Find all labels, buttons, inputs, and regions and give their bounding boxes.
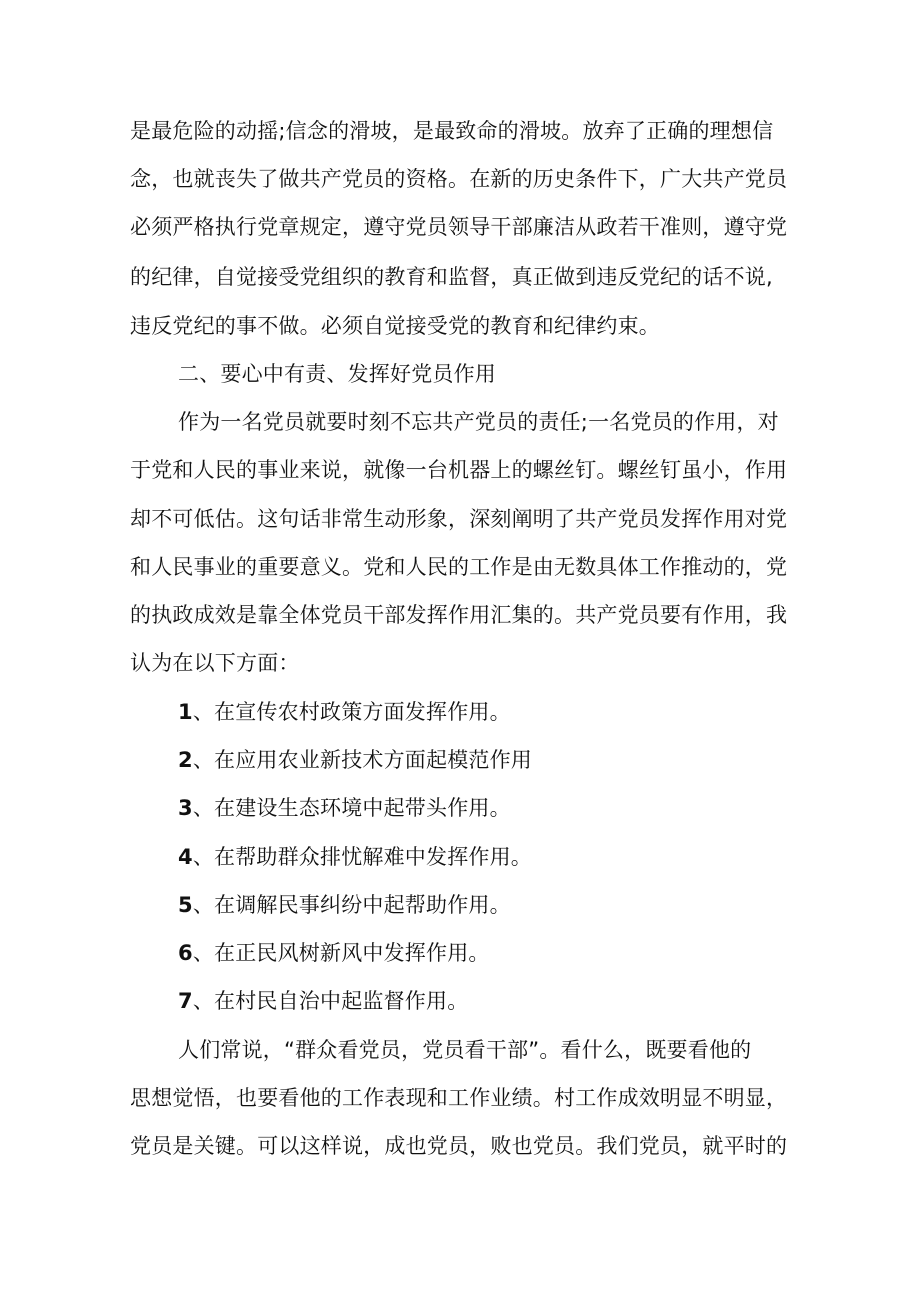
paragraph-line: 违反党纪的事不做。必须自觉接受党的教育和纪律约束。 [130,314,660,338]
paragraph-line: 的执政成效是靠全体党员干部发挥作用汇集的。共产党员要有作用，我 [130,603,788,627]
list-item [178,697,511,727]
paragraph-line: 念，也就丧失了做共产党员的资格。在新的历史条件下，广大共产党员 [130,167,788,191]
list-number: 7 [178,989,193,1013]
paragraph-line: 的纪律，自觉接受党组织的教育和监督，真正做到违反党纪的话不说, [130,265,773,289]
list-item [178,986,468,1016]
section-heading: 二、要心中有责、发挥好党员作用 [178,362,496,386]
list-number: 2 [178,748,193,772]
paragraph-line: 作为一名党员就要时刻不忘共产党员的责任;一名党员的作用，对 [178,410,779,434]
paragraph-line: 于党和人民的事业来说，就像一台机器上的螺丝钉。螺丝钉虽小，作用 [130,458,788,482]
list-item [178,890,511,920]
paragraph-line: 却不可低估。这句话非常生动形象，深刻阐明了共产党员发挥作用对党 [130,507,788,531]
paragraph-line: 思想觉悟，也要看他的工作表现和工作业绩。村工作成效明显不明显， [130,1086,788,1110]
list-text: 、在调解民事纠纷中起帮助作用。 [192,893,511,917]
list-text: 、在宣传农村政策方面发挥作用。 [192,700,511,724]
paragraph-line: 和人民事业的重要意义。党和人民的工作是由无数具体工作推动的，党 [130,555,788,579]
list-text: 、在村民自治中起监督作用。 [192,989,469,1013]
list-text: 、在应用农业新技术方面起模范作用 [192,748,533,772]
paragraph-line: 必须严格执行党章规定，遵守党员领导干部廉洁从政若干准则，遵守党 [130,215,788,239]
paragraph-line: 是最危险的动摇;信念的滑坡，是最致命的滑坡。放弃了正确的理想信 [130,119,774,143]
paragraph-line: 人们常说，“群众看党员，党员看干部”。看什么，既要看他的 [178,1038,752,1062]
list-number: 6 [178,941,193,965]
list-item [178,745,532,775]
list-item [178,793,511,823]
list-number: 5 [178,893,193,917]
list-item [178,842,532,872]
list-text: 、在帮助群众排忧解难中发挥作用。 [192,845,533,869]
list-number: 4 [178,845,193,869]
paragraph-line: 党员是关键。可以这样说，成也党员，败也党员。我们党员，就平时的 [130,1134,788,1158]
list-text: 、在建设生态环境中起带头作用。 [192,796,511,820]
list-item [178,938,490,968]
list-number: 3 [178,796,193,820]
list-text: 、在正民风树新风中发挥作用。 [192,941,490,965]
paragraph-line: 认为在以下方面： [130,651,300,675]
list-number: 1 [178,700,193,724]
